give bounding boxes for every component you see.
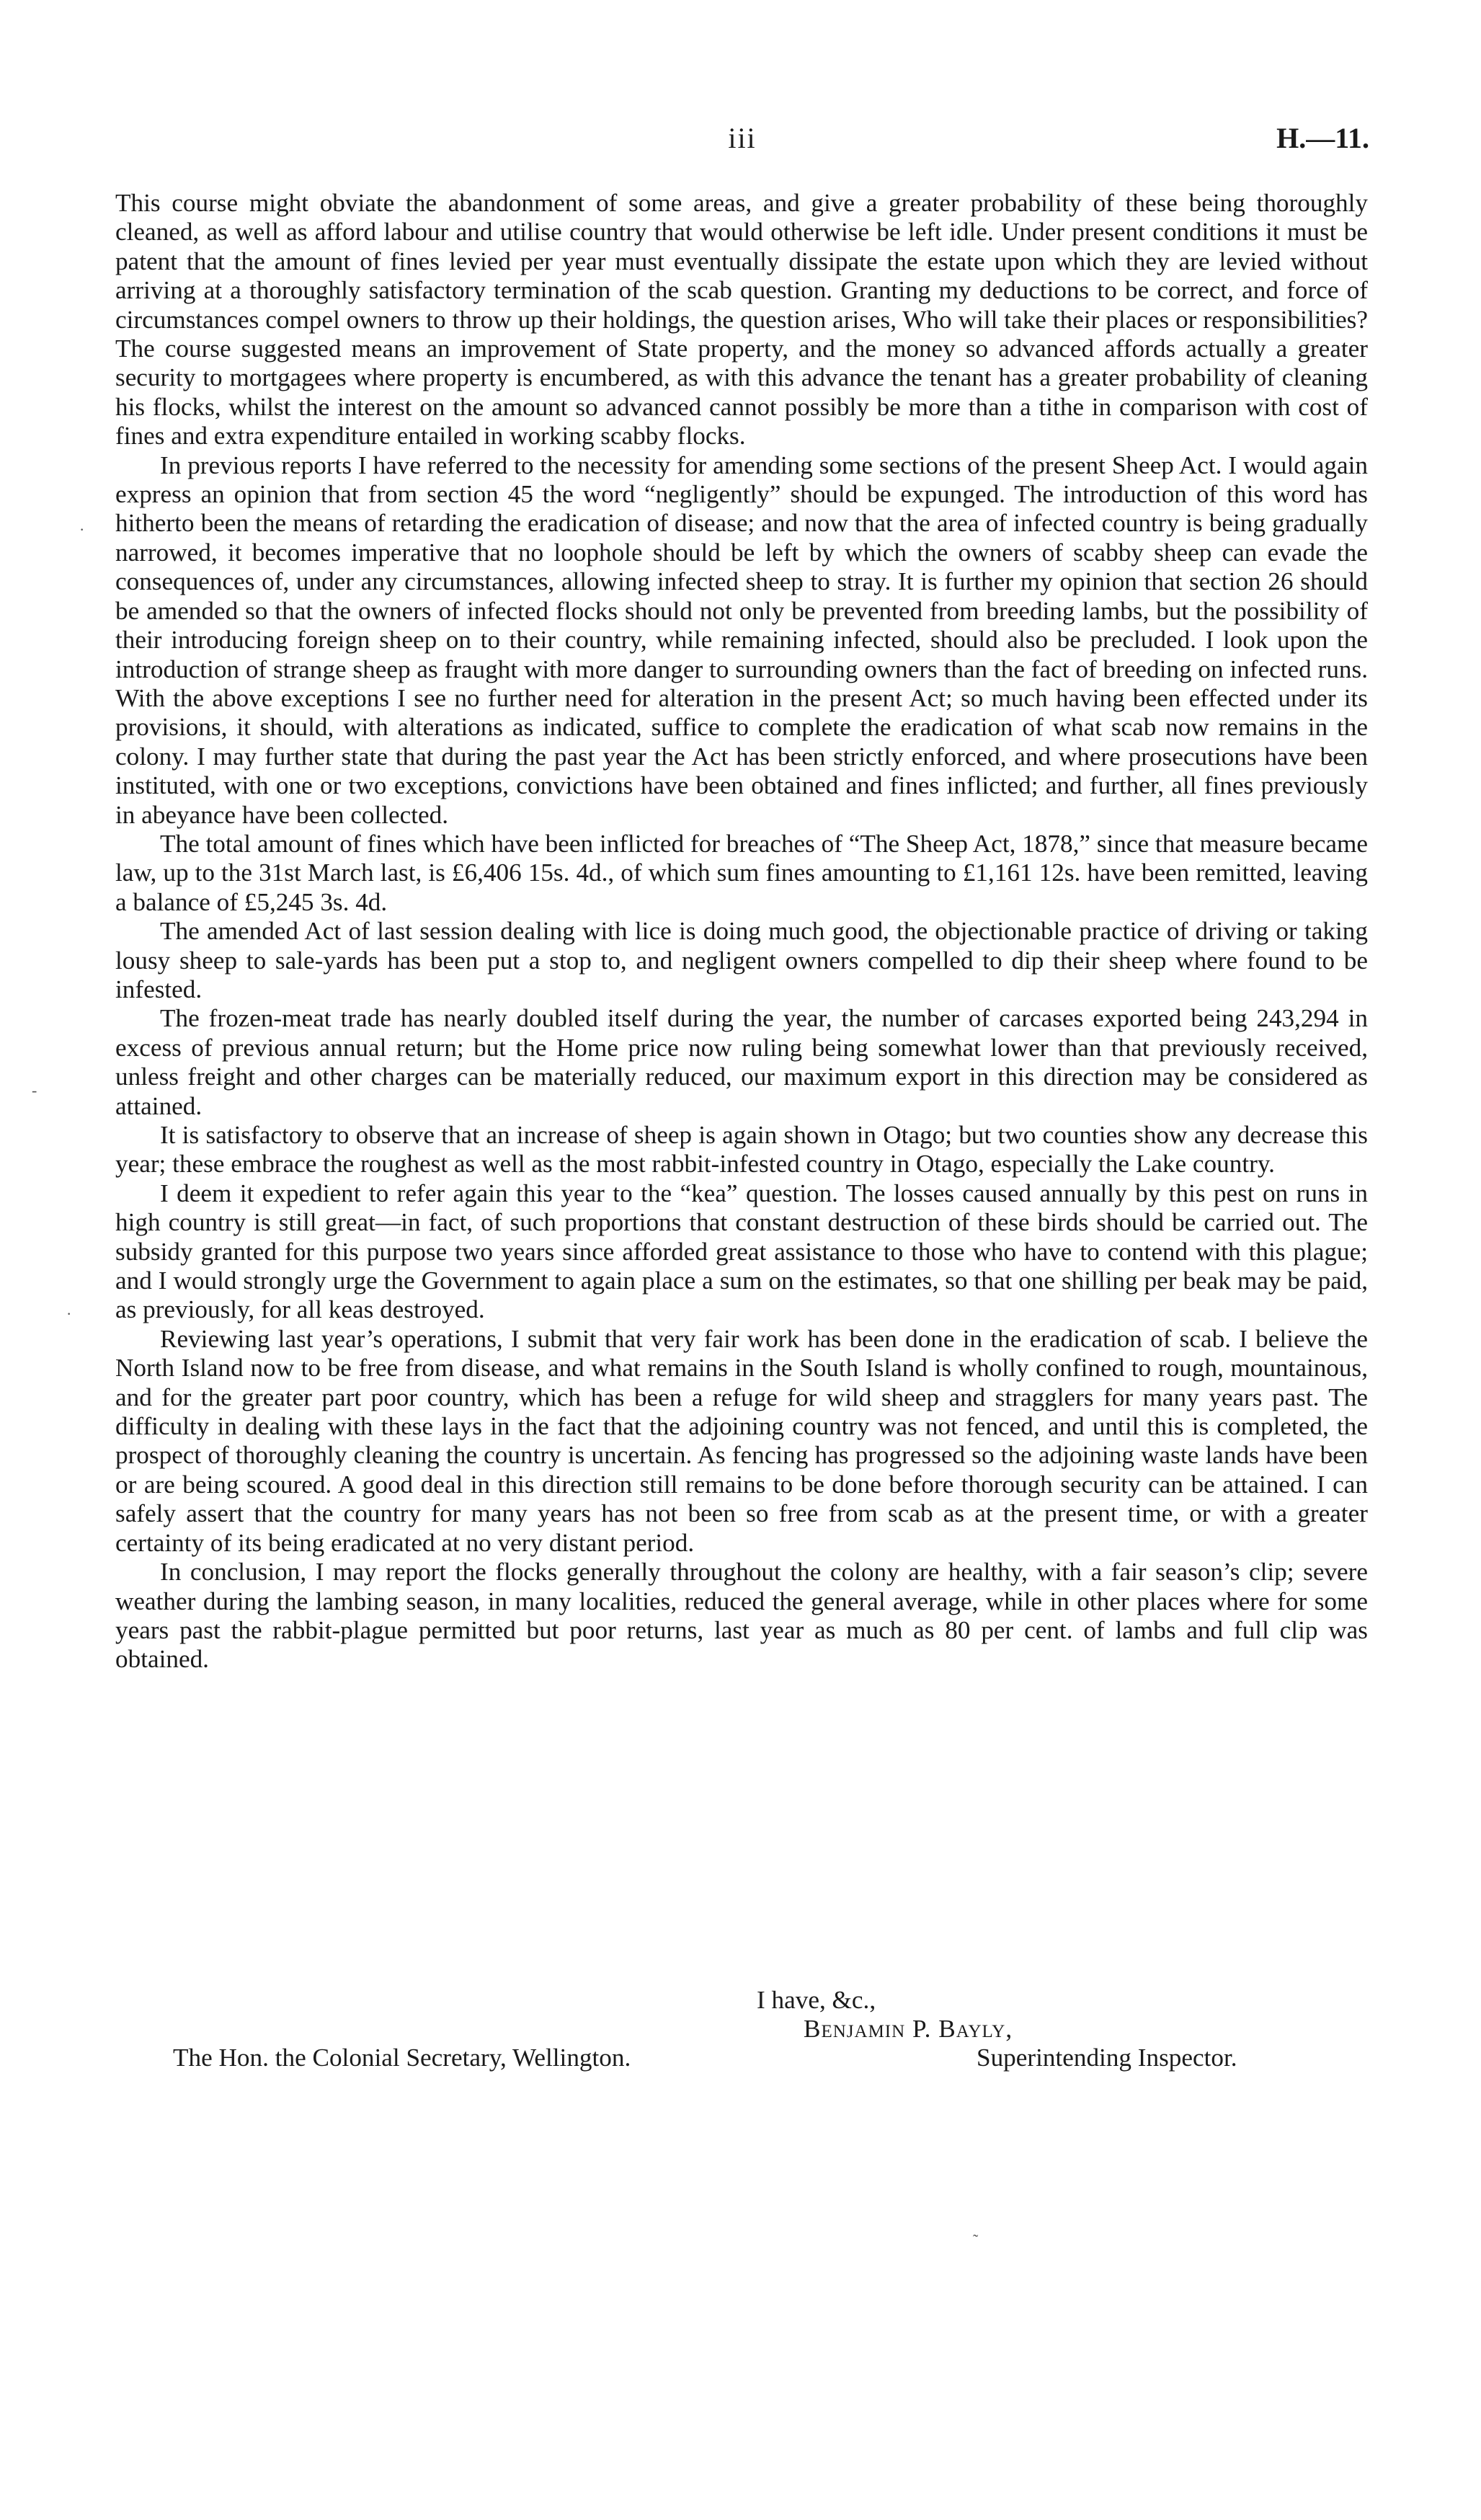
paragraph-6: It is satisfactory to observe that an increase of sheep is again shown in Otago; but two counties show any decrease this year; these embrace the roughest as well as the most rabbit-infested country in Otago, especially the Lake country. [115,1121,1368,1179]
paragraph-4: The amended Act of last session dealing with lice is doing much good, the objectionable practice of driving or taking lousy sheep to sale-yards has been put a stop to, and negligent owners compelled to dip their sheep where found to be infested. [115,917,1368,1003]
closing-line: I have, &c., [757,1986,876,2014]
paragraph-8: Reviewing last year’s operations, I submit that very fair work has been done in the eradication of scab. I believe the North Island now to be free from disease, and what remains in the South Island is wholly confined to rough, mountainous, and for the greater part poor country, which has been a refuge for wild sheep and stragglers for many years past. The difficulty in dealing with these lays in the fact that the adjoining country was not fenced, and until this is completed, the prospect of thoroughly cleaning the country is uncertain. As fencing has progressed so the adjoining waste lands have been or are being scoured. A good deal in this direction still remains to be done before thorough security can be attained. I can safely assert that the country for many years has not been so free from scab as at the present time, or with a greater certainty of its being eradicated at no very distant period. [115,1324,1368,1557]
signatory-title: Superintending Inspector. [977,2044,1237,2072]
paragraph-2: In previous reports I have referred to the necessity for amending some sections of the present Sheep Act. I would again express an opinion that from section 45 the word “negligently” should be expunged. The introduction of this word has hitherto been the means of retarding the eradication of disease; and now that the area of infected country is being gradually narrowed, it becomes imperative that no loophole should be left by which the owners of scabby sheep can evade the consequences of, under any circumstances, allowing infected sheep to stray. It is further my opinion that section 26 should be amended so that the owners of infected flocks should not only be prevented from breeding lambs, but the possibility of their introducing foreign sheep on to their country, while remaining infected, should also be precluded. I look upon the introduction of strange sheep as fraught with more danger to surrounding owners than the fact of breeding on infected runs. With the above exceptions I see no further need for alteration in the present Act; so much having been effected under its provisions, it should, with alterations as indicated, suffice to complete the eradication of what scab now remains in the colony. I may further state that during the past year the Act has been strictly enforced, and where prosecutions have been instituted, with one or two exceptions, convictions have been obtained and fines inflicted; and further, all fines previously in abeyance have been collected. [115,451,1368,829]
margin-speck: · [79,520,85,538]
page-header [115,121,1369,164]
document-reference: H.—11. [1276,122,1369,154]
margin-speck: - [32,1081,37,1099]
signoff-block [115,1986,1368,2087]
paragraph-3: The total amount of fines which have been inflicted for breaches of “The Sheep Act, 1878,” since that measure became law, up to the 31st March last, is £6,406 15s. 4d., of which sum fines amounting to £1,161 12s. have been remitted, leaving a balance of £5,245 3s. 4d. [115,829,1368,916]
signature: Benjamin P. Bayly, [804,2015,1013,2043]
paragraph-7: I deem it expedient to refer again this year to the “kea” question. The losses caused annually by this pest on runs in high country is still great—in fact, of such proportions that constant destruction of these birds should be carried out. The subsidy granted for this purpose two years since afforded great assistance to those who have to contend with this plague; and I would strongly urge the Government to again place a sum on the estimates, so that one shilling per beak may be paid, as previously, for all keas destroyed. [115,1179,1368,1324]
margin-speck: ˜ [973,2231,979,2249]
page-number: iii [728,122,757,154]
report-body [115,189,1368,1674]
paragraph-9: In conclusion, I may report the flocks generally throughout the colony are healthy, with a fair season’s clip; severe weather during the lambing season, in many localities, reduced the general average, while in other places where for some years past the rabbit-plague permitted but poor returns, last year as much as 80 per cent. of lambs and full clip was obtained. [115,1558,1368,1674]
addressee: The Hon. the Colonial Secretary, Wellington. [173,2044,631,2072]
paragraph-1: This course might obviate the abandonment of some areas, and give a greater probability of these being thoroughly cleaned, as well as afford labour and utilise country that would otherwise be left idle. Under present conditions it must be patent that the amount of fines levied per year must eventually dissipate the estate upon which they are levied without arriving at a thoroughly satisfactory termination of the scab question. Granting my deductions to be correct, and force of circumstances compel owners to throw up their holdings, the question arises, Who will take their places or responsibilities? The course suggested means an improvement of State property, and the money so advanced affords actually a greater security to mortgagees where property is encumbered, as with this advance the tenant has a greater probability of cleaning his flocks, whilst the interest on the amount so advanced cannot possibly be more than a tithe in comparison with cost of fines and extra expenditure entailed in working scabby flocks. [115,189,1368,451]
paragraph-5: The frozen-meat trade has nearly doubled itself during the year, the number of carcases exported being 243,294 in excess of previous annual return; but the Home price now ruling being somewhat lower than that previously received, unless freight and other charges can be materially reduced, our maximum export in this direction may be considered as attained. [115,1004,1368,1120]
margin-speck: · [66,1305,72,1323]
